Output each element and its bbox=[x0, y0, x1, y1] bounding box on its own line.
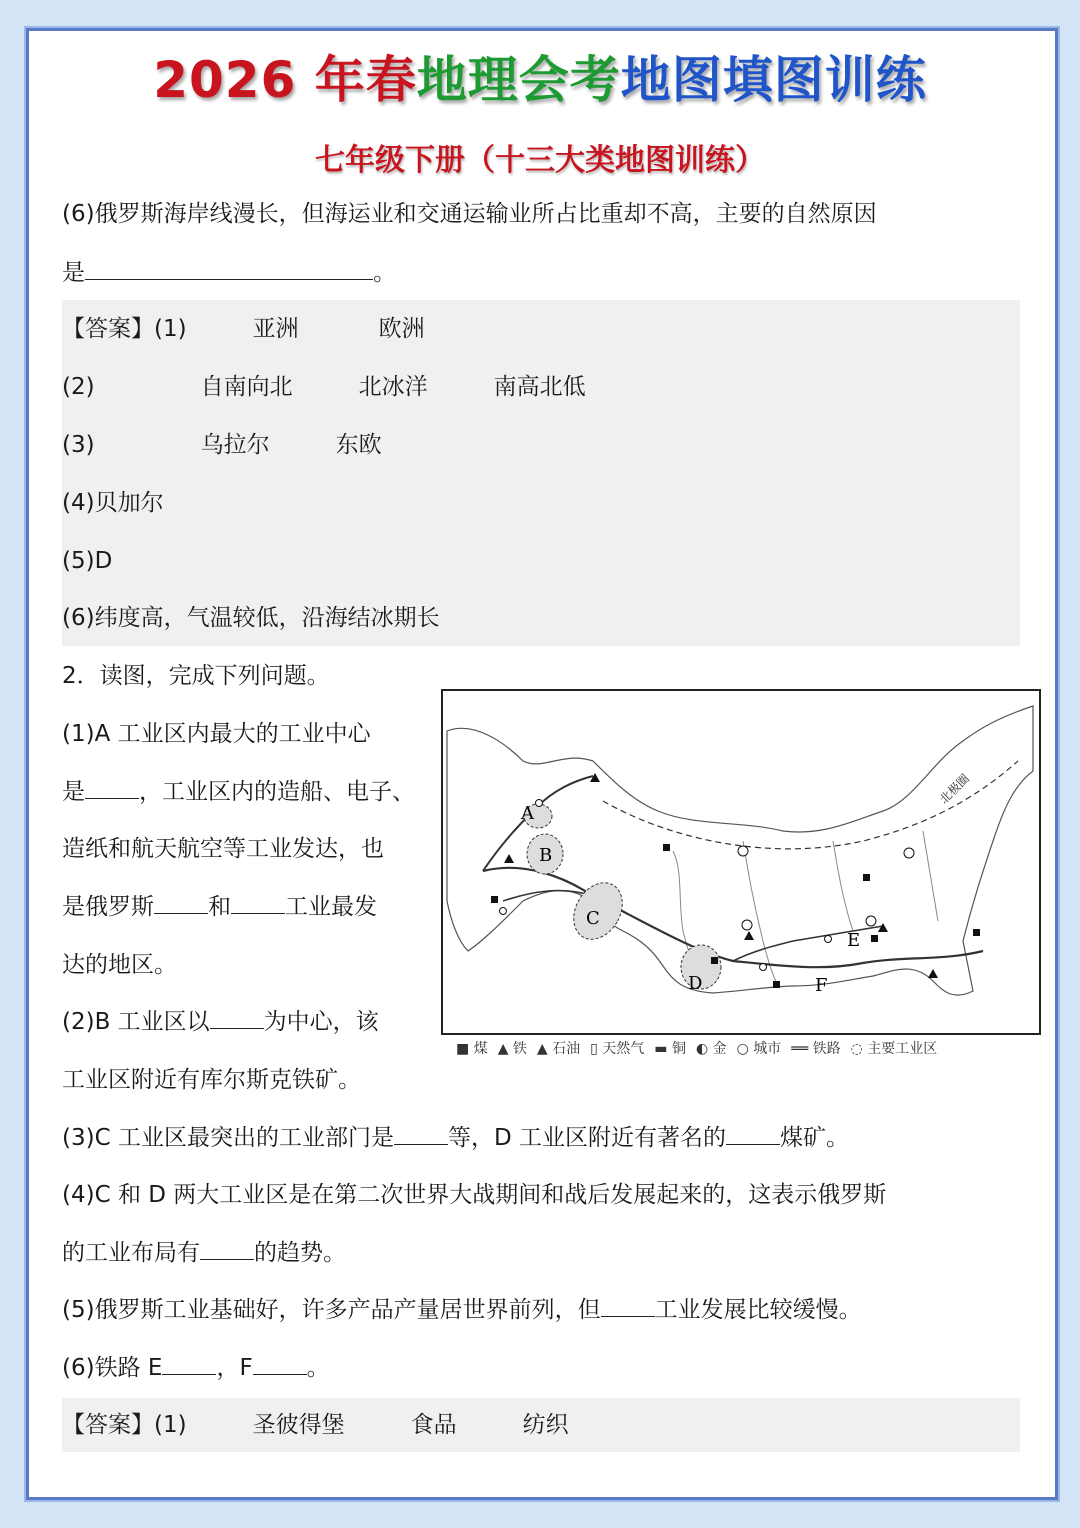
text: 为中心，该 bbox=[263, 1009, 379, 1035]
legend-railway: ══ 铁路 bbox=[791, 1041, 841, 1057]
answer-item: 圣彼得堡 bbox=[252, 1412, 345, 1438]
map-legend bbox=[456, 1038, 947, 1058]
coal-symbol bbox=[663, 844, 670, 851]
answer-item: 北冰洋 bbox=[358, 374, 428, 400]
railway bbox=[733, 926, 883, 961]
q1-6-line1: (6)俄罗斯海岸线漫长，但海运业和交通运输业所占比重却不高，主要的自然原因 bbox=[62, 201, 877, 227]
answer-item: 乌拉尔 bbox=[200, 432, 270, 458]
railway bbox=[483, 868, 983, 967]
answer-blank bbox=[85, 774, 139, 799]
text: 工业发展比较缓慢。 bbox=[654, 1297, 862, 1323]
text: 的趋势。 bbox=[254, 1240, 346, 1266]
arctic-circle bbox=[603, 761, 1018, 849]
iron-symbol bbox=[928, 969, 938, 978]
answer1-line5: (5)D bbox=[62, 548, 113, 574]
answer-item: 食品 bbox=[410, 1412, 457, 1438]
answer-number: (2) bbox=[62, 374, 95, 400]
answer-blank bbox=[253, 1350, 307, 1375]
text: (3)C 工业区最突出的工业部门是 bbox=[62, 1125, 394, 1151]
russia-industry-map bbox=[441, 689, 1041, 1035]
legend-iron: ▲ 铁 bbox=[497, 1041, 527, 1057]
text: 工业最发 bbox=[285, 894, 377, 920]
legend-oil: ▲ 石油 bbox=[536, 1041, 581, 1057]
answer-item: 自南向北 bbox=[200, 374, 293, 400]
legend-industrial-zone: ◌ 主要工业区 bbox=[850, 1041, 938, 1057]
answer-item: 南高北低 bbox=[493, 374, 586, 400]
arctic-circle-label: 北极圈 bbox=[936, 771, 973, 807]
answer-blank bbox=[154, 889, 208, 914]
iron-symbol bbox=[878, 923, 888, 932]
coal-symbol bbox=[863, 874, 870, 881]
text: 的工业布局有 bbox=[62, 1240, 200, 1266]
coal-symbol bbox=[491, 896, 498, 903]
iron-symbol bbox=[590, 773, 600, 782]
answer-blank bbox=[210, 1004, 264, 1029]
text: ，F bbox=[216, 1355, 253, 1381]
coal-symbol bbox=[973, 929, 980, 936]
q2-3 bbox=[62, 1118, 849, 1158]
city-symbol bbox=[500, 908, 507, 915]
map-label-f: F bbox=[815, 975, 828, 996]
answer-blank bbox=[601, 1292, 655, 1317]
answer1-line4: (4)贝加尔 bbox=[62, 490, 164, 516]
q2-2-line-a bbox=[62, 1002, 379, 1042]
gold-symbol bbox=[904, 848, 914, 858]
legend-gas: ▯ 天然气 bbox=[590, 1041, 645, 1057]
map-label-a: A bbox=[521, 803, 534, 824]
river bbox=[833, 841, 853, 931]
legend-city: ○ 城市 bbox=[736, 1041, 782, 1057]
text: 是俄罗斯 bbox=[62, 894, 154, 920]
q2-1-line-e: 达的地区。 bbox=[62, 952, 177, 978]
answer-blank bbox=[394, 1120, 448, 1145]
city-symbol bbox=[760, 964, 767, 971]
answer1-line3 bbox=[62, 425, 382, 465]
text: 是 bbox=[62, 779, 85, 805]
q2-5 bbox=[62, 1290, 862, 1330]
answer-box-1 bbox=[62, 300, 1020, 646]
text: 煤矿。 bbox=[779, 1125, 849, 1151]
answer1-line1 bbox=[62, 309, 425, 349]
answer1-line6: (6)纬度高，气温较低，沿海结冰期长 bbox=[62, 605, 440, 631]
q1-6-suffix: 。 bbox=[373, 260, 396, 286]
legend-gold: ◐ 金 bbox=[695, 1041, 727, 1057]
text: 。 bbox=[306, 1355, 330, 1381]
iron-symbol bbox=[504, 854, 514, 863]
city-symbol bbox=[536, 800, 543, 807]
map-label-c: C bbox=[586, 908, 600, 929]
answer-blank bbox=[85, 251, 373, 280]
q2-1-line-b bbox=[62, 772, 415, 812]
answer1-line2 bbox=[62, 367, 586, 407]
q2-2-line-b: 工业区附近有库尔斯克铁矿。 bbox=[62, 1067, 361, 1093]
page-subtitle: 七年级下册（十三大类地图训练） bbox=[315, 143, 765, 178]
q1-6-line2 bbox=[62, 251, 396, 293]
text: ，工业区内的造船、电子、 bbox=[139, 779, 415, 805]
map-label-b: B bbox=[539, 845, 553, 866]
map-drawing bbox=[443, 691, 1039, 1033]
coal-symbol bbox=[773, 981, 780, 988]
title-part-subject: 地理会考 bbox=[416, 51, 621, 109]
answer-blank bbox=[231, 889, 285, 914]
answer-label: 【答案】(1) bbox=[62, 316, 187, 342]
q2-1-line-c: 造纸和航天航空等工业发达，也 bbox=[62, 836, 384, 862]
iron-symbol bbox=[744, 931, 754, 940]
q2-intro: 2．读图，完成下列问题。 bbox=[62, 663, 330, 689]
text: 等，D 工业区附近有著名的 bbox=[447, 1125, 726, 1151]
answer-blank bbox=[162, 1350, 216, 1375]
q2-4-line-b bbox=[62, 1233, 346, 1273]
q2-6 bbox=[62, 1348, 330, 1388]
text: (6)铁路 E bbox=[62, 1355, 163, 1381]
answer2-line1 bbox=[62, 1405, 569, 1445]
answer-number: (3) bbox=[62, 432, 95, 458]
q1-6-prefix: 是 bbox=[62, 260, 85, 286]
river bbox=[923, 831, 938, 921]
page-title bbox=[0, 40, 1080, 120]
text: 和 bbox=[208, 894, 231, 920]
answer-blank bbox=[726, 1120, 780, 1145]
coal-symbol bbox=[711, 957, 718, 964]
map-label-e: E bbox=[847, 930, 861, 951]
legend-copper: ▬ 铜 bbox=[654, 1041, 686, 1057]
text: (2)B 工业区以 bbox=[62, 1009, 210, 1035]
answer-label: 【答案】(1) bbox=[62, 1412, 187, 1438]
answer-item: 亚洲 bbox=[252, 316, 299, 342]
legend-coal: ■ 煤 bbox=[456, 1041, 488, 1057]
coal-symbol bbox=[871, 935, 878, 942]
answer-item: 东欧 bbox=[335, 432, 382, 458]
title-part-year: 2026 年春 bbox=[153, 51, 417, 109]
gold-symbol bbox=[738, 846, 748, 856]
answer-item: 纺织 bbox=[522, 1412, 569, 1438]
title-part-topic: 地图填图训练 bbox=[620, 51, 927, 109]
q2-4-line-a: (4)C 和 D 两大工业区是在第二次世界大战期间和战后发展起来的，这表示俄罗斯 bbox=[62, 1182, 887, 1208]
q2-1-line-d bbox=[62, 887, 377, 927]
gold-symbol bbox=[742, 920, 752, 930]
text: (5)俄罗斯工业基础好，许多产品产量居世界前列，但 bbox=[62, 1297, 601, 1323]
map-label-d: D bbox=[688, 973, 703, 994]
answer-item: 欧洲 bbox=[378, 316, 425, 342]
q2-1-line-a: (1)A 工业区内最大的工业中心 bbox=[62, 721, 371, 747]
gold-symbol bbox=[866, 916, 876, 926]
answer-blank bbox=[200, 1235, 254, 1260]
city-symbol bbox=[825, 936, 832, 943]
